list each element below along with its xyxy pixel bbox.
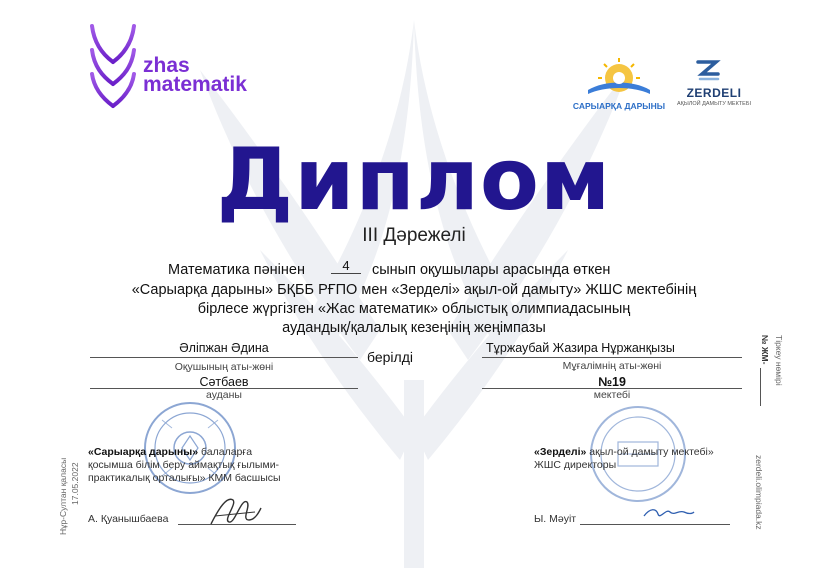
right-signer-name: Ы. Мәуіт: [534, 513, 577, 525]
grade-suffix-text: сынып оқушылары арасында өткен: [372, 262, 611, 278]
district-name: Сәтбаев: [199, 375, 249, 389]
teacher-name-underline: [482, 357, 742, 358]
olympiad-organizers-text: «Сарыарқа дарыны» БҚББ РҒПО мен «Зерделі» ақыл-ой дамыту» ЖШС мектебінің: [131, 282, 697, 298]
olympiad-name-text: бірлесе жүргізген «Жас математик» облыстық олимпиадасының: [197, 301, 631, 317]
registration-number-line: [760, 368, 761, 406]
right-signature-scribble: [640, 502, 696, 526]
right-org-rest1: ақыл-ой дамыту мектебі»: [586, 446, 714, 458]
right-org-name: «Зерделі»: [534, 446, 587, 458]
given-text: берілді: [367, 349, 413, 365]
zhas-matematik-logo-icon: [88, 22, 138, 120]
left-signer-name: А. Қуанышбаева: [88, 513, 169, 525]
left-signature-scribble: [205, 490, 265, 532]
student-name-underline: [90, 357, 358, 358]
registration-number-vertical: № ЖМ-: [760, 335, 770, 365]
website-vertical-text: zerdeli.olimpiada.kz: [754, 455, 764, 530]
school-number: №19: [598, 375, 626, 389]
saryarka-daryny-logo-icon: [580, 56, 658, 100]
logo-text-zhas: zhas: [143, 54, 190, 77]
subject-text: Математика пәнінен: [168, 262, 305, 278]
zerdeli-logo-icon: [694, 58, 722, 82]
diploma-title: Диплом: [216, 130, 612, 230]
logo-text-matematik: matematik: [143, 73, 247, 96]
right-org-rest2: ЖШС директоры: [534, 459, 617, 471]
left-org-rest3: практикалық орталығы» КММ басшысы: [88, 472, 281, 484]
student-name: Әліпжан Әдина: [179, 341, 269, 355]
zerdeli-logo-text: ZERDELI: [686, 86, 742, 100]
right-org-block: [534, 446, 754, 472]
teacher-name: Тұржаубай Жазира Нұржанқызы: [486, 341, 675, 355]
left-org-rest1: балаларға: [198, 446, 253, 458]
diploma-degree: ІІІ Дәрежелі: [362, 225, 466, 246]
date-vertical-text: 17.05.2022: [70, 462, 80, 505]
left-org-block: [88, 446, 328, 485]
left-org-name: «Сарыарқа дарыны»: [88, 446, 199, 458]
zerdeli-logo-subtext: АҚЫЛОЙ ДАМЫТУ МЕКТЕБІ: [677, 101, 751, 107]
city-vertical-text: Нұр-Султан қаласы: [58, 457, 68, 535]
school-caption: мектебі: [593, 389, 631, 401]
saryarka-logo-text: САРЫАРҚА ДАРЫНЫ: [572, 101, 666, 111]
student-name-caption: Оқушының аты-жөні: [174, 361, 274, 373]
district-caption: ауданы: [206, 389, 242, 401]
grade-value: 4: [331, 258, 361, 274]
registration-label-vertical: Тіркеу нөмірі: [774, 335, 784, 386]
left-org-rest2: қосымша білім беру аймақтық ғылыми-: [88, 459, 280, 471]
winner-stage-text: аудандық/қалалық кезеңінің жеңімпазы: [282, 320, 546, 336]
teacher-name-caption: Мұғалімнің аты-жөні: [562, 360, 662, 372]
